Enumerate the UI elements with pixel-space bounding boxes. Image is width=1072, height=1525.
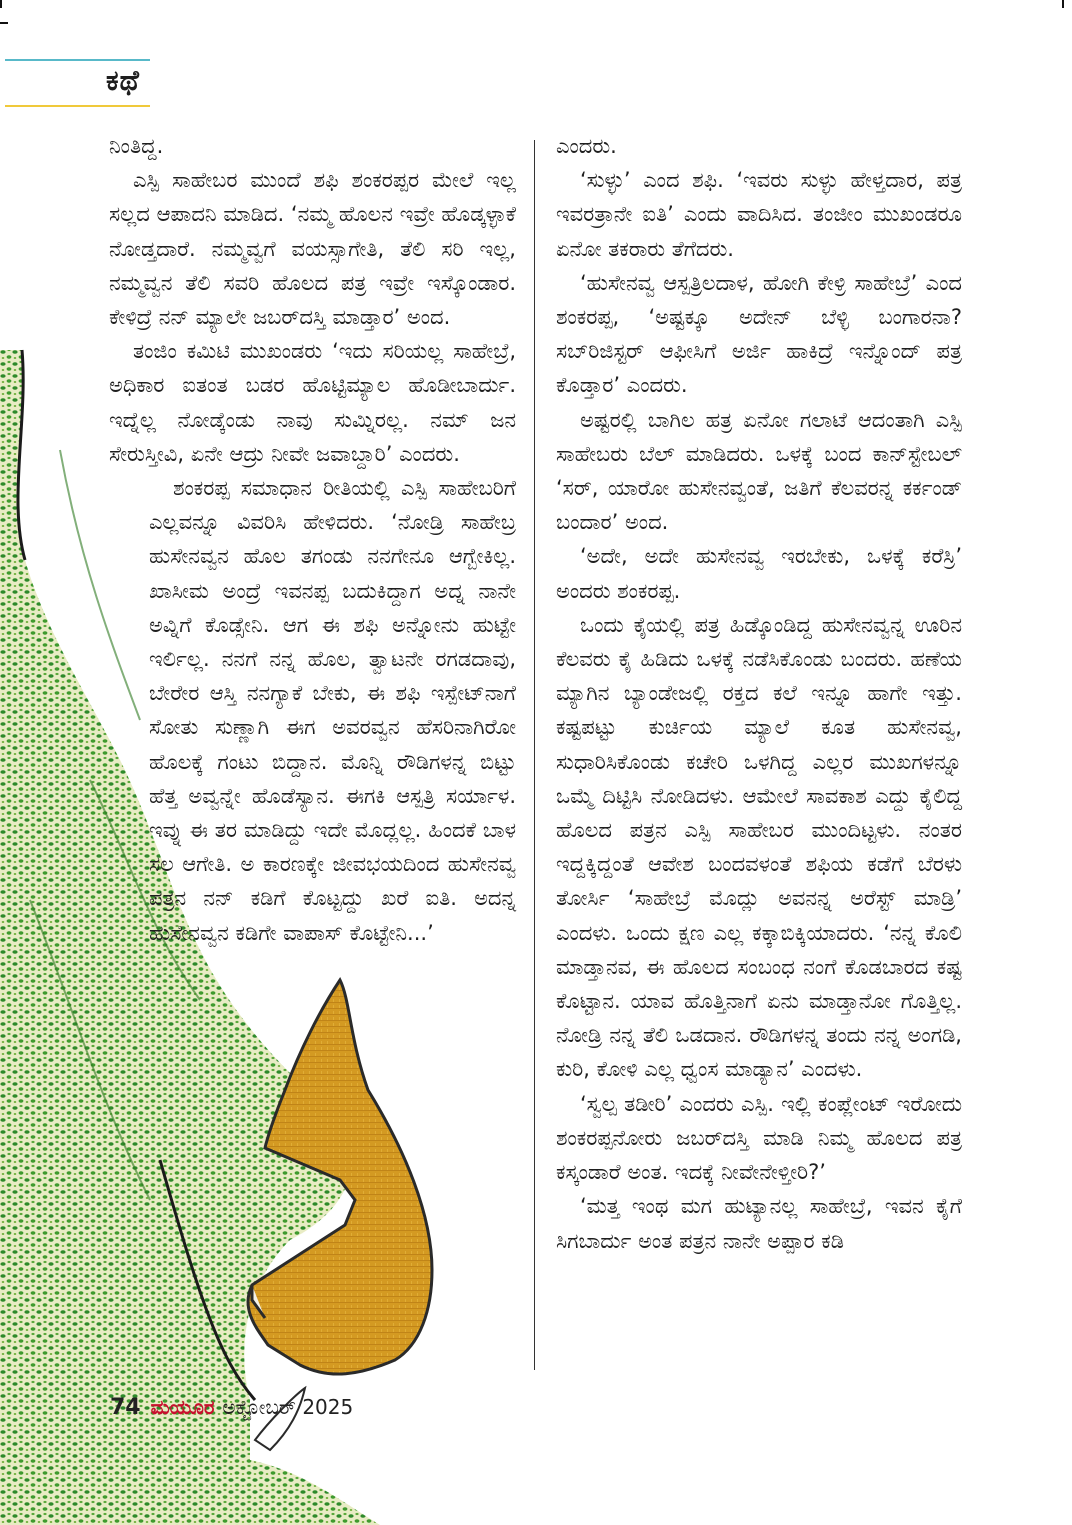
paragraph: ‘ಹುಸೇನವ್ವ ಆಸ್ಪತ್ರಿಲದಾಳ, ಹೋಗಿ ಕೇಳ್ರಿ ಸಾಹೇಬ್ರೆ’ ಎಂದ ಶಂಕರಪ್ಪ, ‘ಅಷ್ಟಕ್ಕೂ ಅದೇನ್ ಬೆಳ್ಳಿ ಬಂಗಾರನಾ? ಸಬ್‌ರಿಜಿಸ್ಟರ್ ಆಫೀಸಿಗೆ ಅರ್ಜಿ ಹಾಕಿದ್ರೆ ಇನ್ನೊಂದ್ ಪತ್ರ ಕೊಡ್ತಾರ’ ಎಂದರು. [556, 270, 962, 398]
paragraph: ‘ಅದೇ, ಅದೇ ಹುಸೇನವ್ವ ಇರಬೇಕು, ಒಳಕ್ಕೆ ಕರೆಸ್ರಿ’ ಅಂದರು ಶಂಕರಪ್ಪ. [556, 544, 962, 603]
paragraph: ಎಂದರು. [556, 134, 617, 158]
section-title: ಕಥೆ [106, 64, 140, 97]
article-column-right [556, 129, 962, 1258]
paragraph: ‘ಸುಳ್ಳು’ ಎಂದ ಶಫಿ. ‘ಇವರು ಸುಳ್ಳು ಹೇಳ್ತದಾರ, ಪತ್ರ ಇವರತ್ರಾನೇ ಐತಿ’ ಎಂದು ವಾದಿಸಿದ. ತಂಜೀಂ ಮುಖಂಡರೂ ಏನೋ ತಕರಾರು ತೆಗೆದರು. [556, 168, 962, 261]
article-column-left [109, 129, 516, 950]
page-footer [110, 1395, 353, 1420]
paragraph: ನಿಂತಿದ್ದ. [109, 134, 164, 158]
paragraph: ತಂಜಿಂ ಕಮಿಟಿ ಮುಖಂಡರು ‘ಇದು ಸರಿಯಲ್ಲ ಸಾಹೇಬ್ರೆ, ಅಧಿಕಾರ ಐತಂತ ಬಡರ ಹೊಟ್ಟಿಮ್ಯಾಲ ಹೊಡೀಬಾರ್ದು. ಇದ್ನೆಲ್ಲ ನೋಡ್ಕೆಂಡು ನಾವು ಸುಮ್ನಿರಲ್ಲ. ನಮ್ ಜನ ಸೇರುಸ್ತೀವಿ, ಏನೇ ಆದ್ರು ನೀವೇ ಜವಾಬ್ದಾರಿ’ ಎಂದರು. [109, 339, 516, 466]
column-divider [534, 140, 535, 1370]
page-number: 74 [110, 1395, 141, 1420]
paragraph: ‘ಸ್ವಲ್ಪ ತಡೀರಿ’ ಎಂದರು ಎಸ್ಪಿ. ಇಲ್ಲಿ ಕಂಪ್ಲೇಂಟ್ ಇರೋದು ಶಂಕರಪ್ಪನೋರು ಜಬರ್‌ದಸ್ತಿ ಮಾಡಿ ನಿಮ್ಮ ಹೊಲದ ಪತ್ರ ಕಸ್ಕಂಡಾರೆ ಅಂತ. ಇದಕ್ಕೆ ನೀವೇನೇಳ್ತೀರಿ?’ [556, 1091, 962, 1185]
paragraph: ಎಸ್ಪಿ ಸಾಹೇಬರ ಮುಂದೆ ಶಫಿ ಶಂಕರಪ್ಪರ ಮೇಲೆ ಇಲ್ಲ ಸಲ್ಲದ ಆಪಾದನಿ ಮಾಡಿದ. ‘ನಮ್ಮ ಹೊಲನ ಇವ್ರೇ ಹೊಡ್ಕಳ್ಳಾಕೆ ನೋಡ್ತದಾರೆ. ನಮ್ಮವ್ವಗೆ ವಯಸ್ಸಾಗೇತಿ, ತೆಲಿ ಸರಿ ಇಲ್ಲ, ನಮ್ಮವ್ವನ ತೆಲಿ ಸವರಿ ಹೊಲದ ಪತ್ರ ಇವ್ರೇ ಇಸ್ಕೊಂಡಾರ. ಕೇಳಿದ್ರೆ ನನ್ ಮ್ಯಾಲೇ ಜಬರ್‌ದಸ್ತಿ ಮಾಡ್ತಾರ’ ಅಂದ. [109, 168, 516, 330]
magazine-name: ಮಯೂರ [150, 1395, 215, 1419]
paragraph: ‘ಮತ್ತ ಇಂಥ ಮಗ ಹುಟ್ಯಾನಲ್ಲ ಸಾಹೇಬ್ರೆ, ಇವನ ಕೈಗೆ ಸಿಗಬಾರ್ದು ಅಂತ ಪತ್ರನ ನಾನೇ ಅಪ್ಪಾರ ಕಡಿ [556, 1194, 962, 1253]
paragraph: ಒಂದು ಕೈಯಲ್ಲಿ ಪತ್ರ ಹಿಡ್ಕೊಂಡಿದ್ದ ಹುಸೇನವ್ವನ್ನ ಊರಿನ ಕೆಲವರು ಕೈ ಹಿಡಿದು ಒಳಕ್ಕೆ ನಡೆಸಿಕೊಂಡು ಬಂದರು. ಹಣೆಯ ಮ್ಯಾಗಿನ ಬ್ಯಾಂಡೇಜಲ್ಲಿ ರಕ್ತದ ಕಲೆ ಇನ್ನೂ ಹಾಗೇ ಇತ್ತು. ಕಷ್ಟಪಟ್ಟು ಕುರ್ಚಿಯ ಮ್ಯಾಲೆ ಕೂತ ಹುಸೇನವ್ವ, ಸುಧಾರಿಸಿಕೊಂಡು ಕಚೇರಿ ಒಳಗಿದ್ದ ಎಲ್ಲರ ಮುಖಗಳನ್ನೂ ಒಮ್ಮೆ ದಿಟ್ಟಿಸಿ ನೋಡಿದಳು. ಆಮೇಲೆ ಸಾವಕಾಶ ಎದ್ದು ಕೈಲಿದ್ದ ಹೊಲದ ಪತ್ರನ ಎಸ್ಪಿ ಸಾಹೇಬರ ಮುಂದಿಟ್ಟಳು. ನಂತರ ಇದ್ದಕ್ಕಿದ್ದಂತೆ ಆವೇಶ ಬಂದವಳಂತೆ ಶಫಿಯ ಕಡೆಗೆ ಬೆರಳು ತೋರ್ಸಿ ‘ಸಾಹೇಬ್ರೆ ಮೊದ್ಲು ಅವನನ್ನ ಅರೆಸ್ಟ್ ಮಾಡ್ರಿ’ ಎಂದಳು. ಒಂದು ಕ್ಷಣ ಎಲ್ಲ ಕಕ್ಕಾಬಿಕ್ಕಿಯಾದರು. ‘ನನ್ನ ಕೊಲಿ ಮಾಡ್ತಾನವ, ಈ ಹೊಲದ ಸಂಬಂಧ ನಂಗೆ ಕೊಡಬಾರದ ಕಷ್ಟ ಕೊಟ್ಟಾನ. ಯಾವ ಹೊತ್ತಿನಾಗೆ ಏನು ಮಾಡ್ತಾನೋ ಗೊತ್ತಿಲ್ಲ. ನೋಡ್ರಿ ನನ್ನ ತೆಲಿ ಒಡದಾನ. ರೌಡಿಗಳನ್ನ ತಂದು ನನ್ನ ಅಂಗಡಿ, ಕುರಿ, ಕೋಳಿ ಎಲ್ಲ ಧ್ವಂಸ ಮಾಡ್ಯಾನ’ ಎಂದಳು. [556, 612, 962, 1082]
paragraph: ಶಂಕರಪ್ಪ ಸಮಾಧಾನ ರೀತಿಯಲ್ಲಿ ಎಸ್ಪಿ ಸಾಹೇಬರಿಗೆ ಎಲ್ಲವನ್ನೂ ವಿವರಿಸಿ ಹೇಳಿದರು. ‘ನೋಡ್ರಿ ಸಾಹೇಬ್ರ ಹುಸೇನವ್ವನ ಹೊಲ ತಗಂಡು ನನಗೇನೂ ಆಗ್ಬೇಕಿಲ್ಲ. ಖಾಸೀಮ ಅಂದ್ರೆ ಇವನಪ್ಪ ಬದುಕಿದ್ದಾಗ ಅದ್ನ ನಾನೇ ಅವ್ನಿಗೆ ಕೊಡ್ಸೇನಿ. ಆಗ ಈ ಶಫಿ ಅನ್ನೋನು ಹುಟ್ಟೇ ಇರ್ಲಿಲ್ಲ. ನನಗೆ ನನ್ನ ಹೊಲ, ತ್ವಾಟನೇ ರಗಡದಾವು, ಬೇರೇರ ಆಸ್ತಿ ನನಗ್ಯಾಕೆ ಬೇಕು, ಈ ಶಫಿ ಇಸ್ಪೇಟ್‌ನಾಗೆ ಸೋತು ಸುಣ್ಣಾಗಿ ಈಗ ಅವರವ್ವನ ಹೆಸರಿನಾಗಿರೋ ಹೊಲಕ್ಕೆ ಗಂಟು ಬಿದ್ದಾನ. ಮೊನ್ನಿ ರೌಡಿಗಳನ್ನ ಬಿಟ್ಟು ಹೆತ್ತ ಅವ್ವನ್ನೇ ಹೊಡೆಸ್ಯಾನ. ಈಗಕಿ ಆಸ್ಪತ್ರಿ ಸರ್ಯಾಳ. ಇವ್ನು ಈ ತರ ಮಾಡಿದ್ದು ಇದೇ ಮೊದ್ಲಲ್ಲ. ಹಿಂದಕೆ ಬಾಳ ಸಲ ಆಗೇತಿ. ಅ ಕಾರಣಕ್ಕೇ ಜೀವಭಯದಿಂದ ಹುಸೇನವ್ವ ಪತ್ರನ ನನ್ ಕಡಿಗೆ ಕೊಟ್ಟದ್ದು ಖರೆ ಐತಿ. ಅದನ್ನ ಹುಸೇನವ್ವನ ಕಡಿಗೇ ವಾಪಾಸ್ ಕೊಟ್ಟೇನಿ...’ [149, 476, 516, 945]
issue-month: ಅಕ್ಟೋಬರ್ [222, 1395, 296, 1419]
issue-year: 2025 [302, 1395, 354, 1419]
paragraph: ಅಷ್ಟರಲ್ಲಿ ಬಾಗಿಲ ಹತ್ರ ಏನೋ ಗಲಾಟೆ ಆದಂತಾಗಿ ಎಸ್ಪಿ ಸಾಹೇಬರು ಬೆಲ್ ಮಾಡಿದರು. ಒಳಕ್ಕೆ ಬಂದ ಕಾನ್‌ಸ್ಟೇಬಲ್ ‘ಸರ್, ಯಾರೋ ಹುಸೇನವ್ವಂತೆ, ಜತಿಗೆ ಕೆಲವರನ್ನ ಕರ್ಕಂಡ್ ಬಂದಾರ’ ಅಂದ. [556, 407, 962, 535]
